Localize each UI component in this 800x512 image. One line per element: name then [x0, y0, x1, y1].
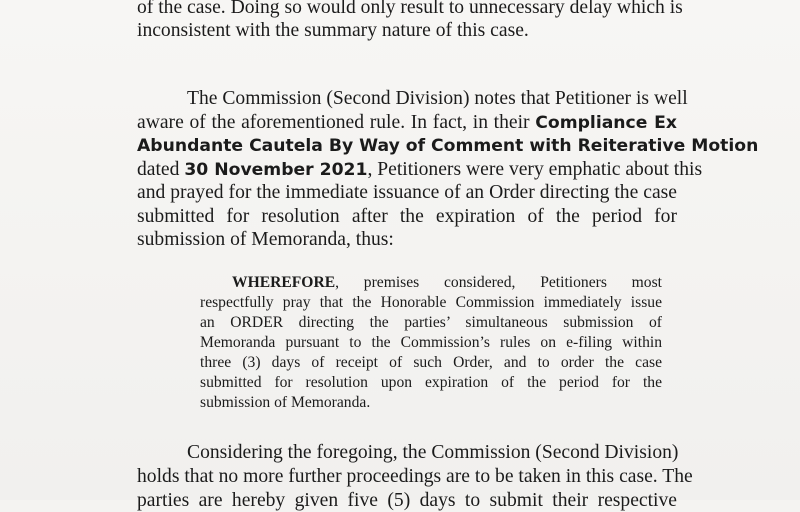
bold-text: Compliance Ex: [535, 113, 677, 133]
text-line: holds that no more further proceedings are to be taken in this case. The: [137, 466, 693, 487]
text-line: inconsistent with the summary nature of this case.: [137, 20, 529, 41]
text-span: , Petitioners were very emphatic about this: [367, 159, 703, 180]
bold-text: Abundante Cautela By Way of Comment with Reiterative Motion: [137, 136, 759, 156]
text-line: submitted for resolution after the expiration of the period for: [137, 206, 677, 227]
text-line: [137, 134, 759, 158]
text-span: dated: [137, 159, 180, 180]
quote-line: three (3) days of receipt of such Order, and to order the case: [200, 354, 662, 371]
text-line: submission of Memoranda, thus:: [137, 229, 394, 250]
quote-line: respectfully pray that the Honorable Commission immediately issue: [200, 294, 662, 311]
text-line: of the case. Doing so would only result to unnecessary delay which is: [137, 0, 683, 18]
quote-line: submitted for resolution upon expiration of the period for the: [200, 374, 662, 391]
quote-line: [232, 273, 662, 293]
text-line: and prayed for the immediate issuance of an Order directing the case: [137, 182, 677, 203]
paragraph-first-line: The Commission (Second Division) notes that Petitioner is well: [187, 88, 688, 109]
text-span: aware of the aforementioned rule. In fact, in their: [137, 112, 530, 133]
text-line: [137, 158, 703, 182]
paragraph-first-line: Considering the foregoing, the Commission (Second Division): [187, 442, 679, 463]
text-line: parties are hereby given five (5) days to submit their respective: [137, 490, 677, 511]
text-line: [137, 111, 677, 135]
bold-date: 30 November 2021: [184, 160, 368, 180]
quote-line: submission of Memoranda.: [200, 394, 371, 411]
quote-line: Memoranda pursuant to the Commission’s rules on e-filing within: [200, 334, 662, 351]
quote-line: an ORDER directing the parties’ simultaneous submission of: [200, 314, 662, 331]
text-span: , premises considered, Petitioners most: [335, 274, 662, 291]
bold-text: WHEREFORE: [232, 274, 336, 291]
